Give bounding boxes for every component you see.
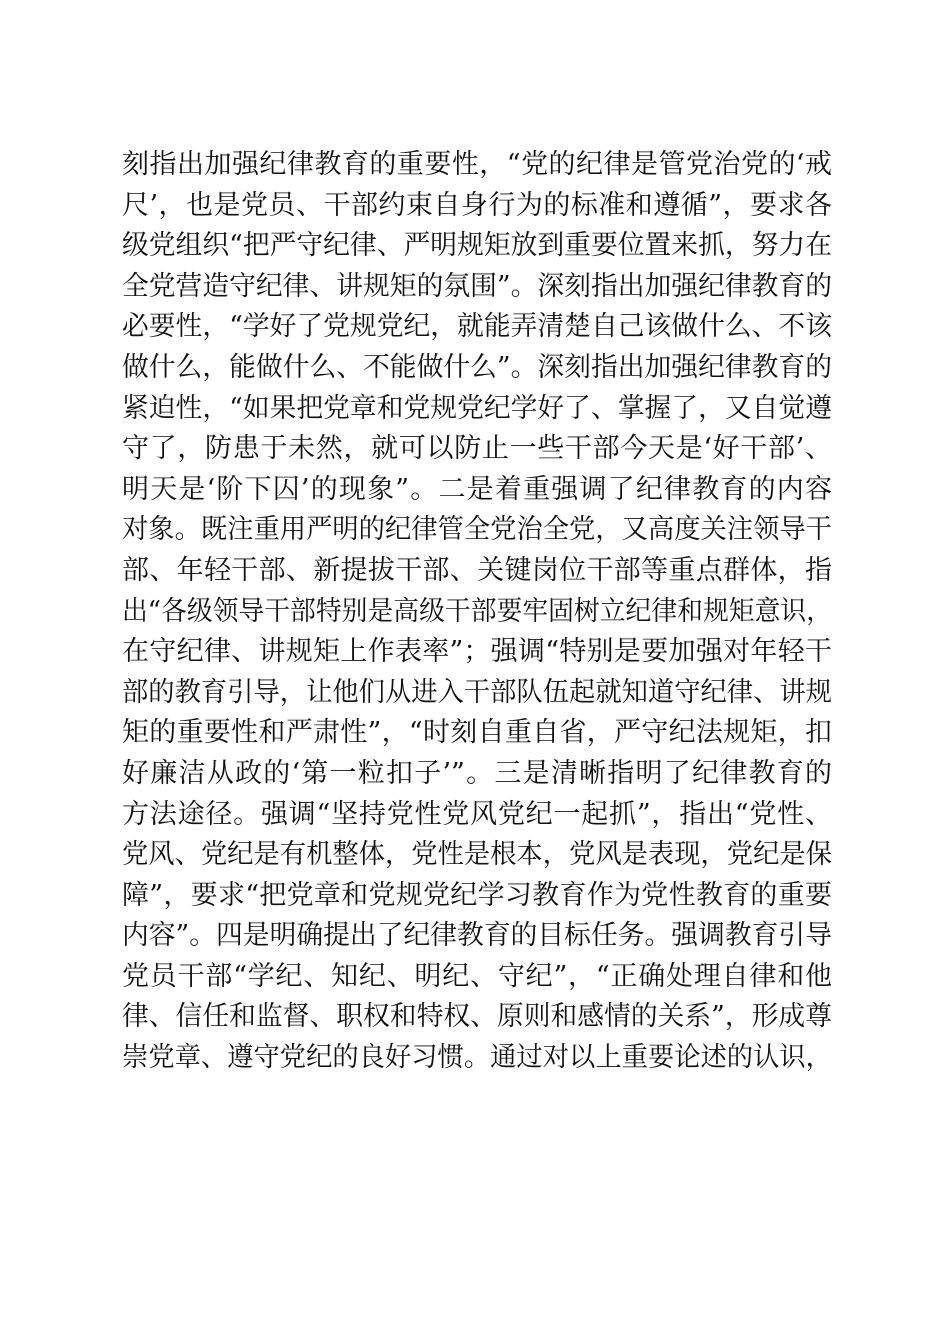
text-line: 明天是‘阶下囚’的现象”。二是着重强调了纪律教育的内容 bbox=[122, 473, 832, 505]
text-line: 部、年轻干部、新提拔干部、关键岗位干部等重点群体，指 bbox=[122, 554, 832, 586]
text-line: 党员干部“学纪、知纪、明纪、守纪”，“正确处理自律和他 bbox=[122, 960, 832, 992]
text-line: 尺’，也是党员、干部约束自身行为的标准和遵循”，要求各 bbox=[122, 189, 832, 221]
text-line: 对象。既注重用严明的纪律管全党治全党，又高度关注领导干 bbox=[122, 514, 832, 546]
text-line: 出“各级领导干部特别是高级干部要牢固树立纪律和规矩意识， bbox=[122, 595, 833, 627]
text-line: 刻指出加强纪律教育的重要性，“党的纪律是管党治党的‘戒 bbox=[122, 149, 832, 180]
text-line: 崇党章、遵守党纪的良好习惯。通过对以上重要论述的认识， bbox=[122, 1042, 832, 1074]
text-line: 做什么，能做什么、不能做什么”。深刻指出加强纪律教育的 bbox=[122, 351, 832, 383]
body-paragraph bbox=[122, 145, 832, 1079]
text-line: 全党营造守纪律、讲规矩的氛围”。深刻指出加强纪律教育的 bbox=[122, 270, 832, 302]
text-line: 矩的重要性和严肃性”，“时刻自重自省，严守纪法规矩，扣 bbox=[122, 717, 832, 749]
text-line: 内容”。四是明确提出了纪律教育的目标任务。强调教育引导 bbox=[122, 920, 832, 952]
text-line: 律、信任和监督、职权和特权、原则和感情的关系”，形成尊 bbox=[122, 1001, 832, 1033]
text-line: 党风、党纪是有机整体，党性是根本，党风是表现，党纪是保 bbox=[122, 839, 832, 871]
text-line: 在守纪律、讲规矩上作表率”；强调“特别是要加强对年轻干 bbox=[122, 636, 832, 668]
text-line: 部的教育引导，让他们从进入干部队伍起就知道守纪律、讲规 bbox=[122, 676, 832, 708]
text-line: 必要性，“学好了党规党纪，就能弄清楚自己该做什么、不该 bbox=[122, 311, 832, 343]
text-line: 守了，防患于未然，就可以防止一些干部今天是‘好干部’、 bbox=[122, 433, 832, 465]
text-line: 级党组织“把严守纪律、严明规矩放到重要位置来抓，努力在 bbox=[122, 230, 832, 262]
text-line: 障”，要求“把党章和党规党纪学习教育作为党性教育的重要 bbox=[122, 879, 832, 911]
text-line: 方法途径。强调“坚持党性党风党纪一起抓”，指出“党性、 bbox=[122, 798, 832, 830]
text-line: 紧迫性，“如果把党章和党规党纪学好了、掌握了，又自觉遵 bbox=[122, 392, 832, 424]
text-line: 好廉洁从政的‘第一粒扣子’”。三是清晰指明了纪律教育的 bbox=[122, 757, 832, 789]
